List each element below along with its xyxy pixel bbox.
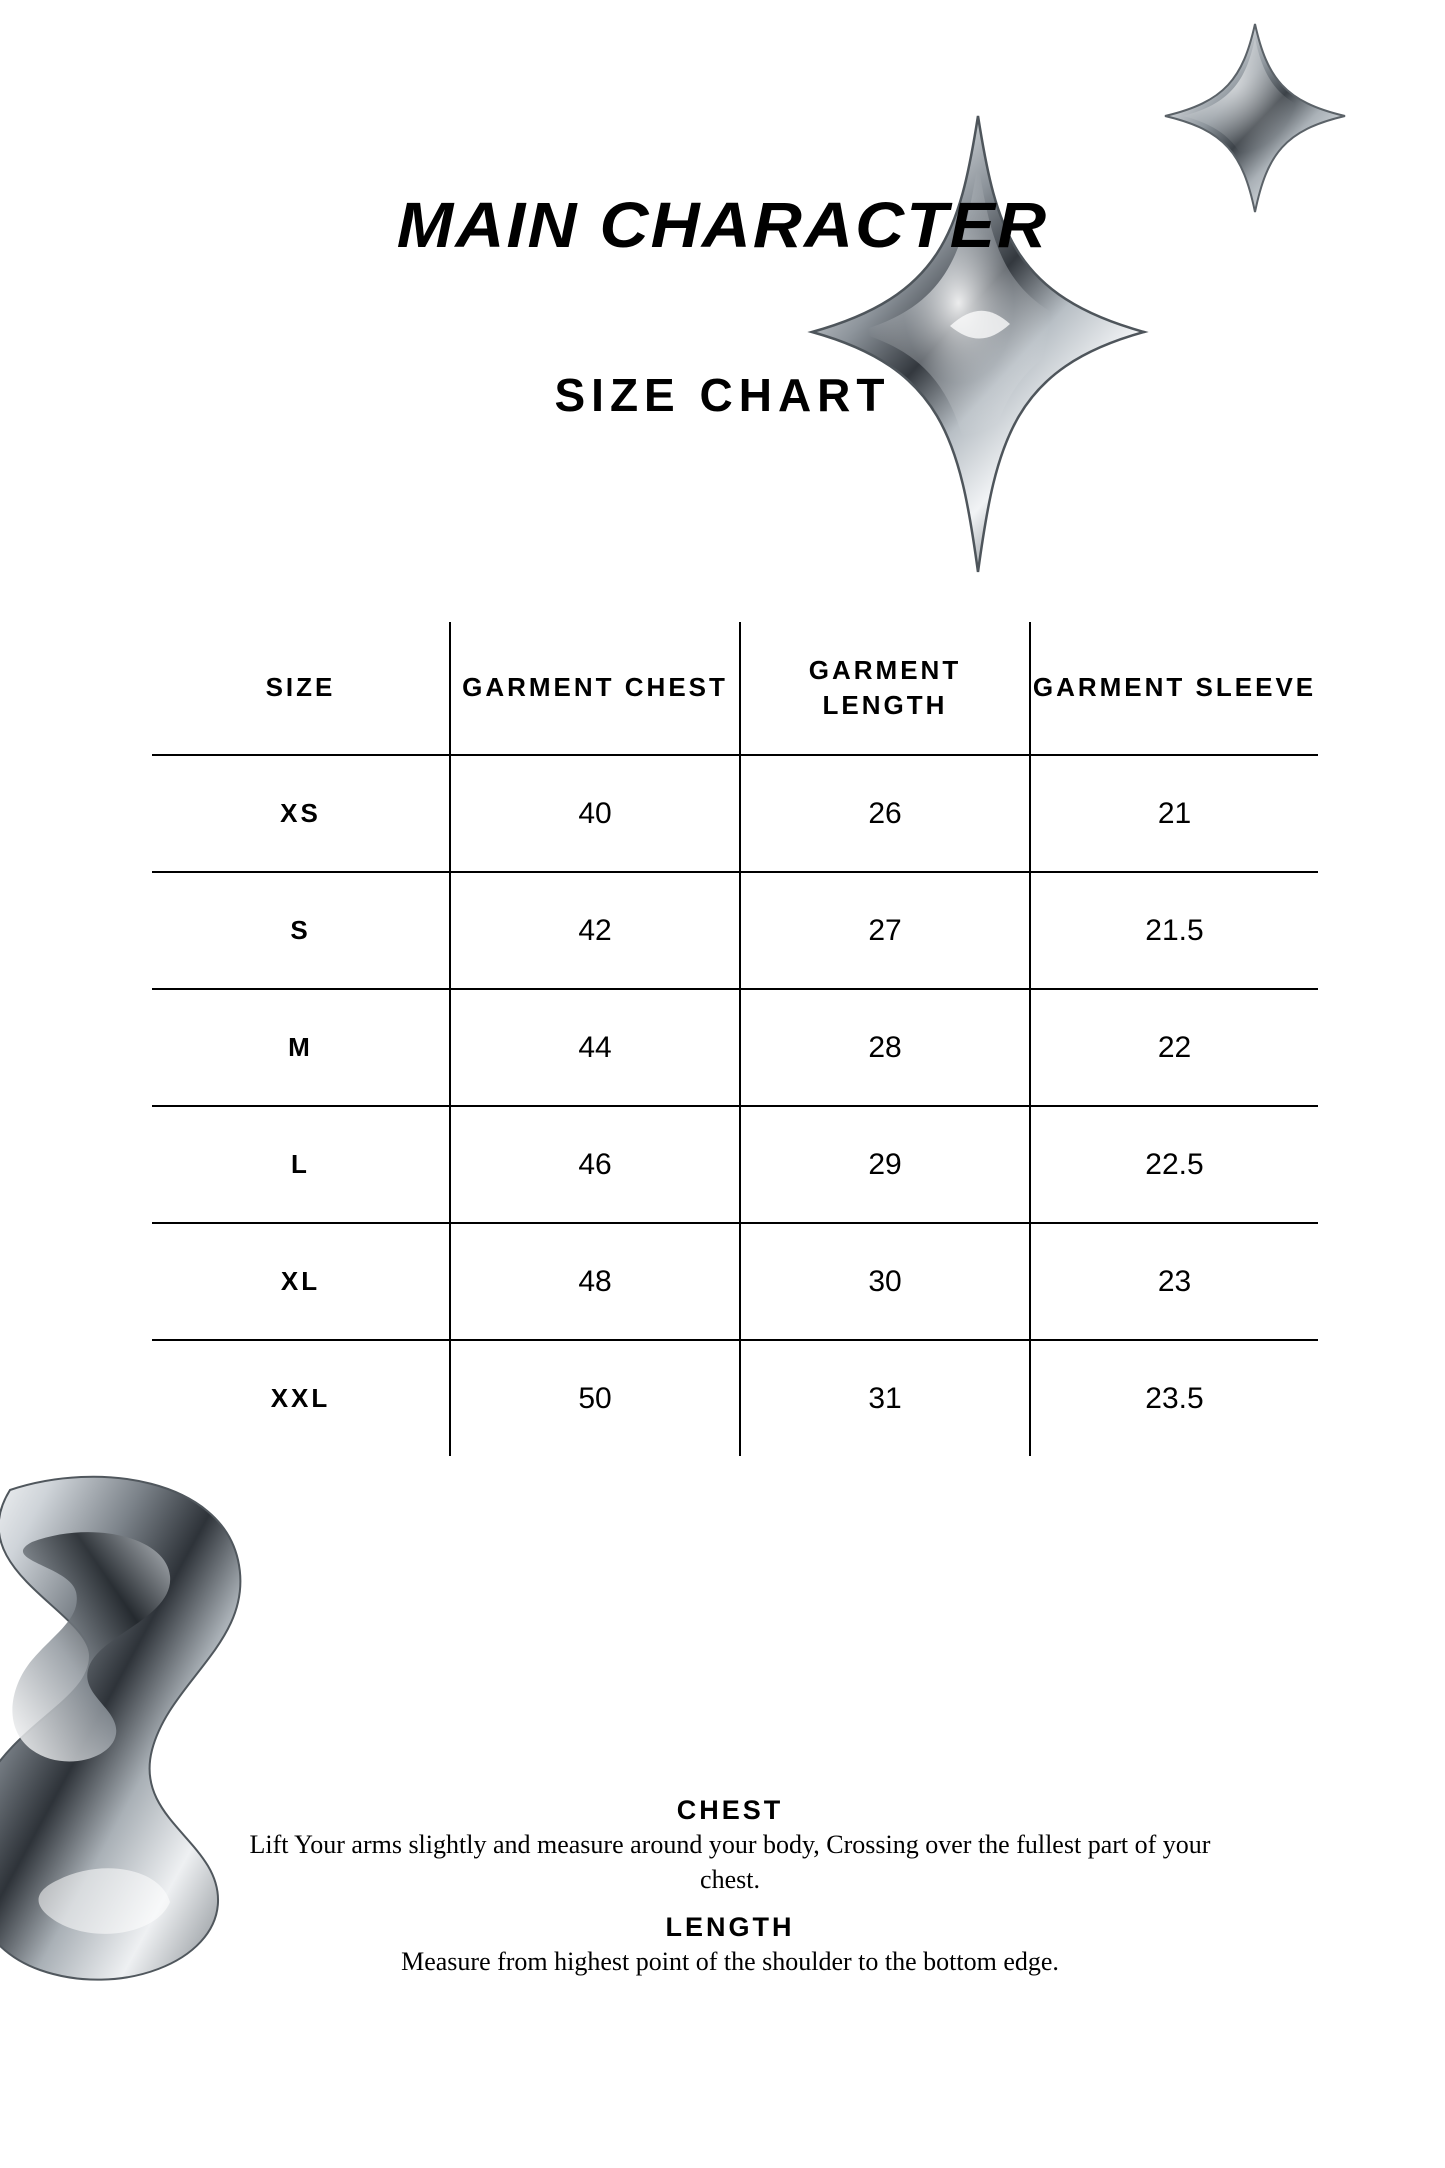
cell-chest: 48 <box>450 1223 740 1340</box>
page-subtitle: SIZE CHART <box>554 369 891 421</box>
page-title: MAIN CHARACTER <box>396 189 1049 261</box>
cell-chest: 40 <box>450 755 740 872</box>
size-chart-table-wrapper <box>148 618 1318 1460</box>
cell-sleeve: 22.5 <box>1030 1106 1320 1223</box>
note-heading-chest: CHEST <box>676 1795 784 1825</box>
cell-chest: 50 <box>450 1340 740 1458</box>
cell-length: 30 <box>740 1223 1030 1340</box>
cell-chest: 42 <box>450 872 740 989</box>
cell-length: 26 <box>740 755 1030 872</box>
cell-sleeve: 23 <box>1030 1223 1320 1340</box>
column-header-garment-length: GARMENT LENGTH <box>740 620 1030 755</box>
column-header-size: SIZE <box>150 620 450 755</box>
cell-chest: 44 <box>450 989 740 1106</box>
note-body-length: Measure from highest point of the shoulder to the bottom edge. <box>401 1946 1059 1976</box>
cell-sleeve: 23.5 <box>1030 1340 1320 1458</box>
table-row <box>150 1106 1320 1223</box>
cell-size: XS <box>150 755 450 872</box>
cell-size: L <box>150 1106 450 1223</box>
table-row <box>150 872 1320 989</box>
table-row <box>150 1223 1320 1340</box>
table-row <box>150 755 1320 872</box>
note-heading-length: LENGTH <box>665 1911 795 1942</box>
cell-size: XXL <box>150 1340 450 1458</box>
cell-sleeve: 21 <box>1030 755 1320 872</box>
cell-length: 31 <box>740 1340 1030 1458</box>
cell-size: M <box>150 989 450 1106</box>
cell-size: S <box>150 872 450 989</box>
table-row <box>150 989 1320 1106</box>
cell-chest: 46 <box>450 1106 740 1223</box>
cell-sleeve: 21.5 <box>1030 872 1320 989</box>
cell-length: 27 <box>740 872 1030 989</box>
column-header-garment-chest: GARMENT CHEST <box>450 620 740 755</box>
table-header-row <box>150 620 1320 755</box>
column-header-garment-sleeve: GARMENT SLEEVE <box>1030 620 1320 755</box>
size-chart-table <box>148 618 1322 1460</box>
four-point-star-chrome-icon <box>800 110 1160 580</box>
table-row <box>150 1340 1320 1458</box>
note-body-chest: Lift Your arms slightly and measure around your body, Crossing over the fullest part of your chest. <box>249 1830 1211 1894</box>
measurement-notes <box>230 1795 1230 1979</box>
cell-sleeve: 22 <box>1030 989 1320 1106</box>
cell-length: 28 <box>740 989 1030 1106</box>
cell-size: XL <box>150 1223 450 1340</box>
cell-length: 29 <box>740 1106 1030 1223</box>
